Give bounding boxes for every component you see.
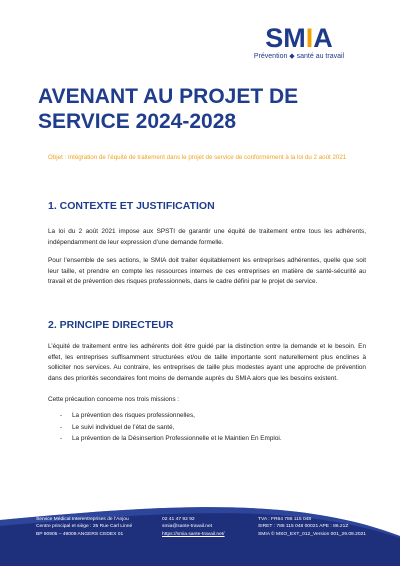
document-title: AVENANT AU PROJET DE SERVICE 2024-2028 [38,85,299,133]
paragraph-equity: Pour l’ensemble de ses actions, le SMIA doit traiter équitablement les entreprises adhérentes, quelle que soit leur taille, et prendre en compte les ressources internes de ces entreprises en matière de santé-sécurité au travail et de prévention des risques professionnels, dans le cadre défini par le projet de service. [48,257,366,286]
paragraph-principle: L’équité de traitement entre les adhérents doit être guidé par la distinction entre la demande et le besoin. En effet, les entreprises suffisamment structurées et/ou de taille importante sont naturellement plus enclines à solliciter nos services. Au contraire, les entreprises de taille plus modestes ayant une approche de prévention dans des priorités secondaires font moins de demande auprès du SMIA alors que les besoins existent. [48,343,366,382]
list-item: - La prévention de la Désinsertion Professionnelle et le Maintien En Emploi. [60,433,360,445]
footer-contact [162,516,225,538]
smia-logo [244,24,354,60]
section-heading-principle: 2. PRINCIPE DIRECTEUR [48,319,174,331]
footer-legal: TVA : FR64 786 115 048 SIRET : 786 115 048 00021 APE : 86.21Z SMIA © MSO_EXT_012_Version 001_29.09.2021 [258,517,367,537]
logo-tagline: Prévention ◆ santé au travail [253,53,345,60]
document-subject: Objet : Intégration de l’équité de traitement dans le projet de service de conformément à la loi du 2 août 2021 [48,154,347,161]
paragraph-missions-intro: Cette précaution concerne nos trois missions : [48,396,180,403]
footer-website-link[interactable]: https://smia.sante-travail.net/ [162,531,225,537]
missions-list [60,410,360,445]
footer-phone: 02 41 47 92 92 [162,517,195,522]
footer-address: Service Médical Interentreprises de l’Anjou Centre principal et siège : 25 Rue Carl Linné BP 90905 – 49009 ANGERS CEDEX 01 [36,517,133,537]
list-item: - La prévention des risques professionnelles, [60,410,360,422]
logo-wordmark: SMIA [265,23,333,53]
paragraph-law: La loi du 2 août 2021 impose aux SPSTI de garantir une équité de traitement entre tous les adhérents, indépendamment de leur expression d’une demande formelle. [48,228,366,246]
list-item: - Le suivi individuel de l’état de santé, [60,422,360,434]
page-number: Page 1 sur 3 [355,539,384,545]
footer-email-link[interactable]: smia@sante-travail.net [162,524,213,530]
footer-wave-decoration [0,448,400,566]
footer [0,448,400,566]
section-heading-context: 1. CONTEXTE ET JUSTIFICATION [48,200,215,212]
